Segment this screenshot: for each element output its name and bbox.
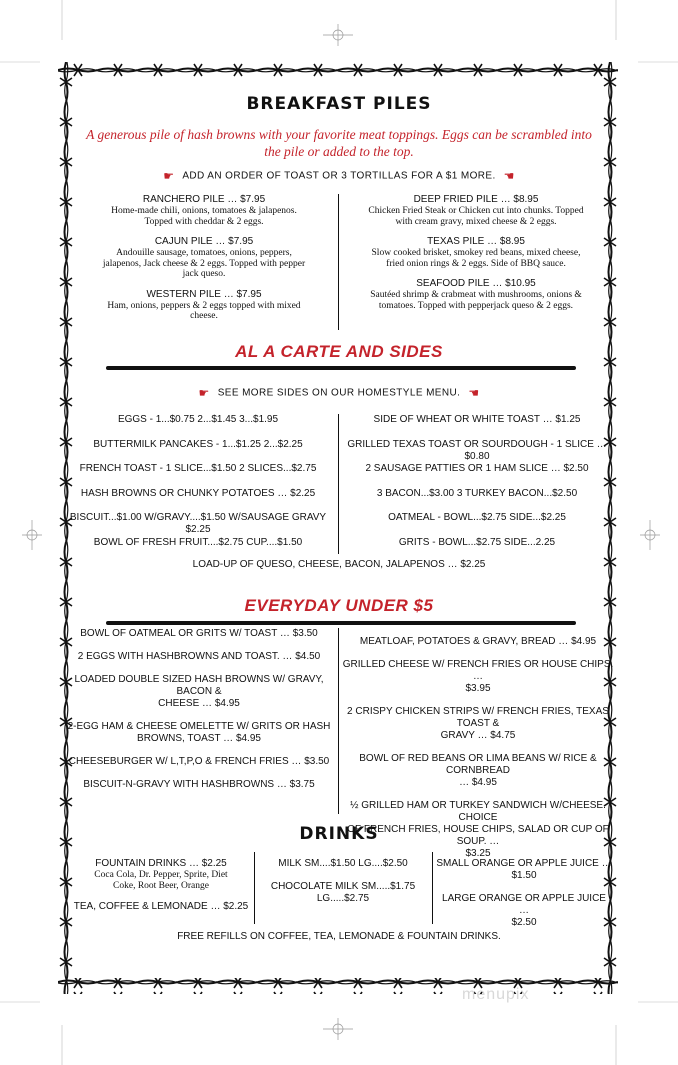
- toast-note-text: ADD AN ORDER OF TOAST OR 3 TORTILLAS FOR A $1 MORE.: [182, 170, 496, 182]
- tagline-line: the pile or added to the top.: [264, 144, 414, 159]
- item-line: OF FRENCH FRIES, HOUSE CHIPS, SALAD OR CUP OF SOUP. …: [347, 824, 609, 847]
- menu-item-cajun: [76, 236, 332, 280]
- item-line: 2 CRISPY CHICKEN STRIPS W/ FRENCH FRIES, TEXAS TOAST &: [347, 706, 609, 729]
- under5-item: [60, 628, 338, 640]
- pointing-hand-left-icon: ☚: [468, 386, 480, 400]
- toast-note: [66, 169, 612, 183]
- side-item: SIDE OF WHEAT OR WHITE TOAST … $1.25: [373, 414, 581, 425]
- menu-item-ranchero: [76, 194, 332, 227]
- brush-stroke-divider: [106, 366, 576, 370]
- tagline-line: A generous pile of hash browns with your favorite meat toppings. Eggs can be scrambled into: [86, 127, 592, 142]
- item-desc: tomatoes. Topped with pepperjack queso & 2 eggs.: [378, 300, 574, 311]
- item-line: $3.95: [465, 683, 491, 694]
- drink-desc: Coca Cola, Dr. Pepper, Sprite, Diet: [94, 870, 228, 880]
- item-line: $3.25: [465, 848, 491, 859]
- under5-item: [342, 706, 614, 742]
- menu-item-texas: [344, 236, 608, 269]
- drink-item: FOUNTAIN DRINKS … $2.25: [95, 858, 227, 869]
- brush-stroke-divider: [106, 621, 576, 625]
- under5-title: EVERYDAY UNDER $5: [244, 596, 434, 615]
- side-item: HASH BROWNS OR CHUNKY POTATOES … $2.25: [80, 487, 316, 499]
- side-item: FRENCH TOAST - 1 SLICE...$1.50 2 SLICES...$2.75: [79, 463, 317, 474]
- side-item: EGGS - 1...$0.75 2...$1.45 3...$1.95: [117, 414, 279, 425]
- side-item: BUTTERMILK PANCAKES - 1...$1.25 2...$2.25: [93, 438, 303, 450]
- drinks-middle-column: [258, 858, 428, 905]
- sides-note: [66, 386, 612, 400]
- under5-left-column: [60, 628, 338, 791]
- under5-item: [60, 651, 338, 663]
- column-divider: [254, 852, 255, 924]
- item-name: DEEP FRIED PILE … $8.95: [413, 194, 539, 205]
- sides-left-column: [58, 414, 338, 561]
- drink-item: LG.....$2.75: [316, 893, 370, 904]
- item-line: BOWL OF OATMEAL OR GRITS W/ TOAST … $3.50: [80, 628, 318, 639]
- under5-item: [60, 756, 338, 768]
- item-desc: Home-made chili, onions, tomatoes & jalapenos.: [111, 206, 297, 216]
- menu-item-deep-fried: [344, 194, 608, 227]
- breakfast-tagline: [60, 126, 618, 160]
- drink-item: $1.50: [511, 870, 537, 881]
- sides-title: AL A CARTE AND SIDES: [235, 342, 443, 361]
- item-line: BOWL OF RED BEANS OR LIMA BEANS W/ RICE & CORNBREAD: [359, 753, 597, 776]
- drink-desc: Coke, Root Beer, Orange: [113, 880, 209, 891]
- under5-item: [342, 659, 614, 695]
- drinks-title: DRINKS: [299, 824, 379, 844]
- column-divider: [338, 628, 339, 814]
- item-desc: with cream gravy, mixed cheese & 2 eggs.: [395, 216, 557, 227]
- item-desc: Sautéed shrimp & crabmeat with mushrooms, onions &: [370, 290, 582, 300]
- side-item: OATMEAL - BOWL...$2.75 SIDE...$2.25: [388, 512, 566, 523]
- pointing-hand-right-icon: ☛: [198, 386, 210, 400]
- under5-item: [60, 779, 338, 791]
- item-name: SEAFOOD PILE … $10.95: [416, 278, 536, 289]
- item-name: RANCHERO PILE … $7.95: [142, 194, 266, 205]
- item-desc: Topped with cheddar & 2 eggs.: [144, 216, 264, 227]
- item-name: WESTERN PILE … $7.95: [146, 288, 262, 300]
- item-desc: Chicken Fried Steak or Chicken cut into chunks. Topped: [368, 206, 584, 216]
- item-line: LOADED DOUBLE SIZED HASH BROWNS W/ GRAVY, BACON &: [74, 674, 324, 697]
- under5-item: [60, 674, 338, 710]
- item-line: GRILLED CHEESE W/ FRENCH FRIES OR HOUSE CHIPS. …: [342, 659, 614, 682]
- under5-item: [60, 721, 338, 745]
- under5-item: [342, 636, 614, 648]
- drink-item: LARGE ORANGE OR APPLE JUICE …: [442, 893, 606, 916]
- item-line: BISCUIT-N-GRAVY WITH HASHBROWNS … $3.75: [83, 779, 315, 790]
- column-divider: [432, 852, 433, 924]
- column-divider: [338, 194, 339, 330]
- item-line: … $4.95: [459, 777, 497, 788]
- breakfast-right-column: [344, 194, 608, 311]
- item-line: CHEESEBURGER W/ L,T,P,O & FRENCH FRIES … $3.50: [68, 756, 330, 767]
- item-desc: jalapenos, Jack cheese & 2 eggs. Topped with pepper: [102, 258, 306, 269]
- item-desc: cheese.: [190, 311, 218, 321]
- item-line: MEATLOAF, POTATOES & GRAVY, BREAD … $4.95: [359, 636, 597, 647]
- menu-item-seafood: [344, 278, 608, 311]
- side-item: 2 SAUSAGE PATTIES OR 1 HAM SLICE … $2.50: [365, 463, 589, 474]
- item-line: BROWNS, TOAST … $4.95: [137, 733, 261, 744]
- item-line: CHEESE … $4.95: [158, 698, 240, 709]
- drink-item: MILK SM....$1.50 LG....$2.50: [278, 858, 408, 869]
- breakfast-left-column: [76, 194, 332, 322]
- item-name: TEXAS PILE … $8.95: [427, 236, 525, 247]
- under5-item: [342, 753, 614, 789]
- side-item: BISCUIT...$1.00 W/GRAVY....$1.50 W/SAUSAGE GRAVY $2.25: [69, 512, 327, 535]
- sides-note-text: SEE MORE SIDES ON OUR HOMESTYLE MENU.: [217, 387, 461, 399]
- menu-content: [66, 70, 612, 986]
- item-desc: fried onion rings & 2 eggs. Side of BBQ sauce.: [386, 258, 566, 269]
- pointing-hand-left-icon: ☚: [503, 169, 515, 183]
- item-desc: Slow cooked brisket, smokey red beans, mixed cheese,: [371, 248, 581, 258]
- item-line: ½ GRILLED HAM OR TURKEY SANDWICH W/CHEESE. CHOICE: [350, 800, 606, 823]
- load-up-item: LOAD-UP OF QUESO, CHEESE, BACON, JALAPENOS … $2.25: [192, 559, 486, 570]
- item-line: GRAVY … $4.75: [440, 730, 516, 741]
- drink-item: TEA, COFFEE & LEMONADE … $2.25: [73, 901, 249, 912]
- breakfast-title: BREAKFAST PILES: [246, 94, 432, 114]
- column-divider: [338, 414, 339, 554]
- drinks-right-column: [436, 858, 612, 929]
- side-item: GRILLED TEXAS TOAST OR SOURDOUGH - 1 SLICE … $0.80: [347, 438, 607, 462]
- side-item: BOWL OF FRESH FRUIT....$2.75 CUP....$1.50: [93, 536, 303, 548]
- item-desc: Ham, onions, peppers & 2 eggs topped with mixed: [107, 300, 301, 311]
- item-desc: Andouille sausage, tomatoes, onions, peppers,: [116, 248, 292, 258]
- watermark: menupix: [462, 986, 530, 1003]
- item-name: CAJUN PILE … $7.95: [154, 236, 254, 247]
- item-desc: jack queso.: [182, 269, 226, 279]
- sides-right-column: [342, 414, 612, 561]
- drinks-left-column: [70, 858, 252, 913]
- drink-item: SMALL ORANGE OR APPLE JUICE …: [436, 858, 612, 869]
- side-item: GRITS - BOWL...$2.75 SIDE...2.25: [398, 536, 556, 548]
- refills-note: FREE REFILLS ON COFFEE, TEA, LEMONADE & FOUNTAIN DRINKS.: [177, 931, 501, 942]
- item-line: 2 EGGS WITH HASHBROWNS AND TOAST. … $4.50: [77, 651, 321, 662]
- item-line: 2-EGG HAM & CHEESE OMELETTE W/ GRITS OR HASH: [67, 721, 331, 732]
- side-item: 3 BACON...$3.00 3 TURKEY BACON...$2.50: [376, 487, 578, 499]
- drink-item: $2.50: [511, 917, 537, 928]
- drink-item: CHOCOLATE MILK SM.....$1.75: [270, 881, 416, 892]
- menu-item-western: [76, 289, 332, 322]
- pointing-hand-right-icon: ☛: [163, 169, 175, 183]
